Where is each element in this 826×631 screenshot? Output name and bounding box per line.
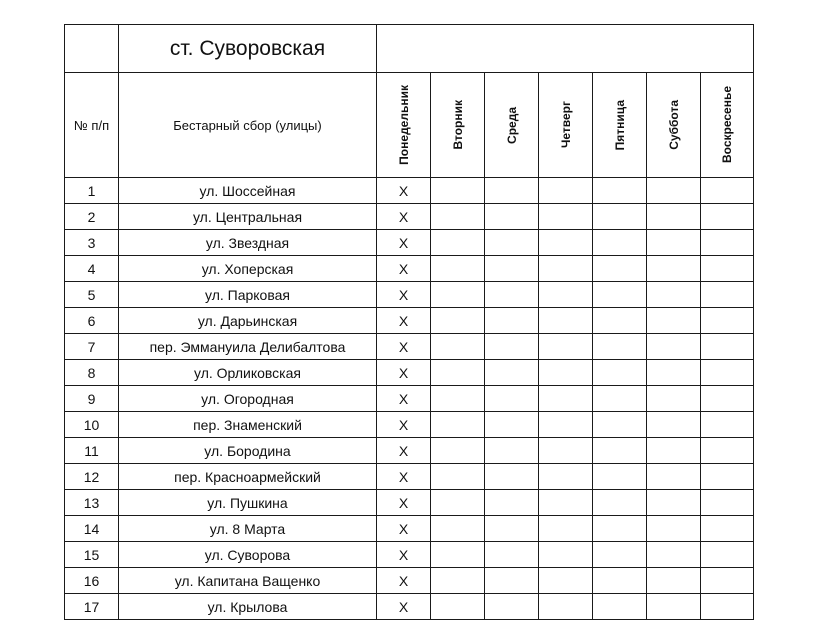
day-mark-cell (485, 412, 539, 438)
day-mark-cell (539, 204, 593, 230)
day-mark-cell (593, 178, 647, 204)
header-day-monday (377, 73, 431, 178)
day-mark-cell (539, 438, 593, 464)
day-mark-cell: Х (377, 230, 431, 256)
row-number: 3 (65, 230, 119, 256)
day-mark-cell (647, 438, 701, 464)
day-mark-cell (647, 594, 701, 620)
day-mark-cell: Х (377, 516, 431, 542)
day-mark-cell (539, 178, 593, 204)
header-day-saturday (647, 73, 701, 178)
table-row (65, 412, 754, 438)
day-mark-cell (485, 360, 539, 386)
day-mark-cell (701, 386, 754, 412)
day-mark-cell (701, 594, 754, 620)
street-name: ул. Пушкина (119, 490, 377, 516)
day-mark-cell (593, 308, 647, 334)
street-name: ул. Хоперская (119, 256, 377, 282)
day-mark-cell (647, 464, 701, 490)
day-mark-cell (593, 516, 647, 542)
day-mark-cell (647, 334, 701, 360)
day-mark-cell (701, 230, 754, 256)
day-mark-cell (701, 308, 754, 334)
day-mark-cell (701, 412, 754, 438)
station-title: ст. Суворовская (119, 25, 377, 73)
street-name: ул. Бородина (119, 438, 377, 464)
day-mark-cell: Х (377, 308, 431, 334)
day-mark-cell (485, 516, 539, 542)
day-mark-cell (647, 490, 701, 516)
day-mark-cell (701, 256, 754, 282)
day-mark-cell (539, 464, 593, 490)
collection-schedule-table (64, 24, 754, 620)
street-name: ул. Суворова (119, 542, 377, 568)
day-mark-cell (701, 360, 754, 386)
day-mark-cell: Х (377, 542, 431, 568)
day-mark-cell (431, 204, 485, 230)
day-mark-cell (647, 204, 701, 230)
row-number: 2 (65, 204, 119, 230)
row-number: 7 (65, 334, 119, 360)
day-mark-cell (539, 386, 593, 412)
day-mark-cell (539, 256, 593, 282)
day-mark-cell (593, 282, 647, 308)
day-mark-cell: Х (377, 594, 431, 620)
title-row (65, 25, 754, 73)
day-mark-cell (593, 438, 647, 464)
title-days-blank (377, 25, 754, 73)
row-number: 10 (65, 412, 119, 438)
header-number: № п/п (65, 73, 119, 178)
day-mark-cell (701, 490, 754, 516)
street-name: ул. Дарьинская (119, 308, 377, 334)
row-number: 14 (65, 516, 119, 542)
table-row (65, 256, 754, 282)
day-mark-cell (701, 334, 754, 360)
day-label: Среда (504, 106, 519, 144)
day-mark-cell (485, 594, 539, 620)
day-mark-cell (647, 230, 701, 256)
row-number: 13 (65, 490, 119, 516)
header-day-friday (593, 73, 647, 178)
day-mark-cell: Х (377, 412, 431, 438)
table-row (65, 516, 754, 542)
day-label: Четверг (558, 101, 573, 149)
day-mark-cell (539, 542, 593, 568)
day-mark-cell (593, 360, 647, 386)
day-mark-cell (539, 568, 593, 594)
day-mark-cell (647, 360, 701, 386)
row-number: 8 (65, 360, 119, 386)
title-corner-cell (65, 25, 119, 73)
day-mark-cell (593, 386, 647, 412)
table-row (65, 464, 754, 490)
day-mark-cell (647, 516, 701, 542)
day-mark-cell (593, 568, 647, 594)
row-number: 4 (65, 256, 119, 282)
table-body (65, 178, 754, 620)
day-mark-cell (647, 178, 701, 204)
header-row (65, 73, 754, 178)
day-mark-cell (701, 568, 754, 594)
day-mark-cell (431, 490, 485, 516)
street-name: ул. Орликовская (119, 360, 377, 386)
street-name: ул. Огородная (119, 386, 377, 412)
day-mark-cell (431, 594, 485, 620)
day-mark-cell (431, 334, 485, 360)
street-name: ул. Парковая (119, 282, 377, 308)
day-mark-cell (485, 464, 539, 490)
day-mark-cell (539, 334, 593, 360)
table-row (65, 568, 754, 594)
day-mark-cell (485, 282, 539, 308)
street-name: ул. Звездная (119, 230, 377, 256)
day-mark-cell: Х (377, 386, 431, 412)
row-number: 1 (65, 178, 119, 204)
day-mark-cell (647, 542, 701, 568)
street-name: пер. Знаменский (119, 412, 377, 438)
row-number: 17 (65, 594, 119, 620)
day-mark-cell: Х (377, 464, 431, 490)
day-mark-cell (539, 282, 593, 308)
day-mark-cell (593, 230, 647, 256)
day-mark-cell (431, 542, 485, 568)
day-mark-cell (431, 230, 485, 256)
day-label: Пятница (612, 99, 627, 151)
day-mark-cell (431, 568, 485, 594)
row-number: 12 (65, 464, 119, 490)
table-row (65, 542, 754, 568)
day-mark-cell (485, 334, 539, 360)
day-mark-cell (593, 542, 647, 568)
day-mark-cell (701, 542, 754, 568)
day-mark-cell (593, 490, 647, 516)
day-mark-cell (485, 568, 539, 594)
day-mark-cell (593, 464, 647, 490)
day-mark-cell (701, 178, 754, 204)
street-name: ул. Шоссейная (119, 178, 377, 204)
day-mark-cell (485, 178, 539, 204)
day-mark-cell (485, 308, 539, 334)
day-mark-cell (539, 360, 593, 386)
day-mark-cell (593, 594, 647, 620)
street-name: пер. Эммануила Делибалтова (119, 334, 377, 360)
day-mark-cell (701, 204, 754, 230)
day-mark-cell (593, 256, 647, 282)
day-mark-cell: Х (377, 490, 431, 516)
day-mark-cell (701, 438, 754, 464)
day-mark-cell (431, 282, 485, 308)
day-mark-cell (431, 438, 485, 464)
day-mark-cell (647, 308, 701, 334)
street-name: ул. Центральная (119, 204, 377, 230)
day-mark-cell (485, 230, 539, 256)
day-mark-cell (485, 386, 539, 412)
day-mark-cell: Х (377, 334, 431, 360)
table-row (65, 230, 754, 256)
day-mark-cell: Х (377, 204, 431, 230)
day-mark-cell: Х (377, 438, 431, 464)
day-mark-cell: Х (377, 568, 431, 594)
header-day-wednesday (485, 73, 539, 178)
row-number: 9 (65, 386, 119, 412)
street-name: пер. Красноармейский (119, 464, 377, 490)
row-number: 16 (65, 568, 119, 594)
day-mark-cell (431, 516, 485, 542)
row-number: 15 (65, 542, 119, 568)
day-mark-cell (431, 412, 485, 438)
table-row (65, 594, 754, 620)
table-row (65, 438, 754, 464)
street-name: ул. 8 Марта (119, 516, 377, 542)
day-mark-cell (539, 308, 593, 334)
day-mark-cell (593, 334, 647, 360)
header-day-sunday (701, 73, 754, 178)
row-number: 6 (65, 308, 119, 334)
day-mark-cell (539, 490, 593, 516)
street-name: ул. Крылова (119, 594, 377, 620)
day-mark-cell (485, 438, 539, 464)
day-mark-cell (431, 308, 485, 334)
day-mark-cell (647, 412, 701, 438)
day-mark-cell (431, 178, 485, 204)
day-mark-cell (485, 204, 539, 230)
header-street: Бестарный сбор (улицы) (119, 73, 377, 178)
day-mark-cell (701, 282, 754, 308)
table-row (65, 308, 754, 334)
day-mark-cell: Х (377, 256, 431, 282)
day-label: Вторник (450, 100, 465, 150)
day-mark-cell: Х (377, 360, 431, 386)
day-mark-cell (431, 360, 485, 386)
day-label: Понедельник (396, 85, 411, 165)
row-number: 5 (65, 282, 119, 308)
day-mark-cell (431, 464, 485, 490)
day-mark-cell (647, 386, 701, 412)
day-label: Воскресенье (720, 86, 734, 164)
day-mark-cell (485, 256, 539, 282)
header-day-tuesday (431, 73, 485, 178)
day-mark-cell (593, 204, 647, 230)
table-row (65, 386, 754, 412)
day-mark-cell: Х (377, 178, 431, 204)
table-row (65, 178, 754, 204)
day-mark-cell (701, 516, 754, 542)
day-mark-cell (647, 256, 701, 282)
day-mark-cell (647, 568, 701, 594)
day-mark-cell (647, 282, 701, 308)
table-row (65, 204, 754, 230)
row-number: 11 (65, 438, 119, 464)
table-row (65, 360, 754, 386)
day-mark-cell (701, 464, 754, 490)
day-mark-cell (539, 230, 593, 256)
street-name: ул. Капитана Ващенко (119, 568, 377, 594)
day-mark-cell (539, 412, 593, 438)
table-row (65, 334, 754, 360)
day-mark-cell (431, 386, 485, 412)
day-mark-cell: Х (377, 282, 431, 308)
header-day-thursday (539, 73, 593, 178)
day-mark-cell (431, 256, 485, 282)
table-row (65, 282, 754, 308)
table-row (65, 490, 754, 516)
day-mark-cell (539, 516, 593, 542)
day-label: Суббота (666, 100, 681, 150)
day-mark-cell (485, 542, 539, 568)
day-mark-cell (593, 412, 647, 438)
day-mark-cell (539, 594, 593, 620)
day-mark-cell (485, 490, 539, 516)
